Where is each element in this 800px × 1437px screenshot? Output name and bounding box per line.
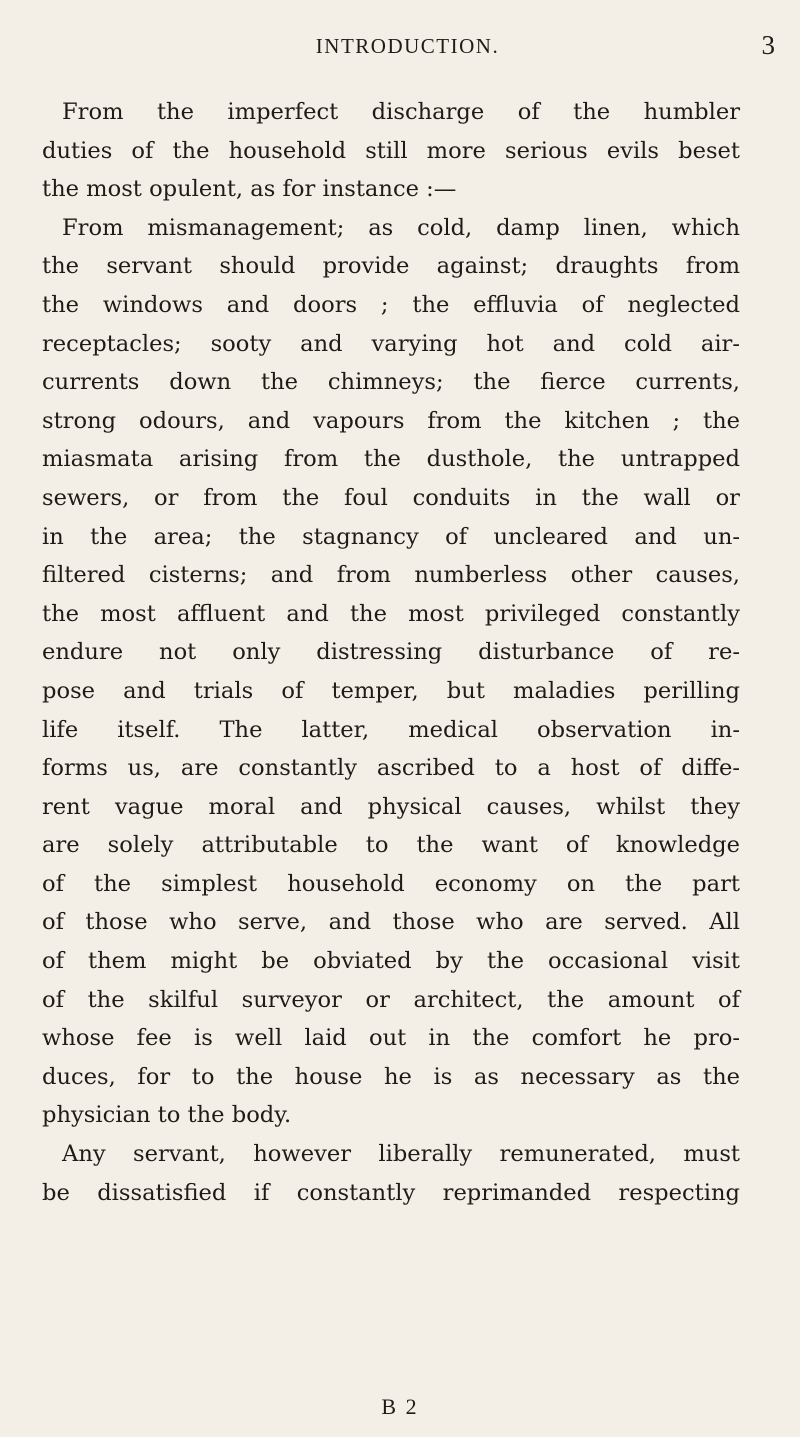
text-line: whose fee is well laid out in the comfort he pro-: [42, 1025, 740, 1052]
text-line: physician to the body.: [42, 1102, 292, 1129]
text-line: the most affluent and the most privileged constantly: [42, 600, 740, 627]
page-number: 3: [761, 30, 775, 60]
text-line: duties of the household still more serious evils beset: [42, 137, 740, 164]
text-line: miasmata arising from the dusthole, the untrapped: [42, 446, 740, 473]
text-line: of those who serve, and those who are served. All: [42, 909, 740, 936]
text-line: forms us, are constantly ascribed to a host of diffe-: [42, 755, 740, 782]
text-line: in the area; the stagnancy of uncleared and un-: [42, 523, 740, 550]
text-line: of them might be obviated by the occasional visit: [42, 948, 740, 975]
running-title: INTRODUCTION.: [315, 34, 500, 58]
text-line: duces, for to the house he is as necessary as the: [42, 1063, 740, 1090]
text-line: of the simplest household economy on the part: [42, 870, 740, 897]
text-line: currents down the chimneys; the fierce currents,: [42, 369, 740, 396]
text-line: From the imperfect discharge of the humbler: [62, 99, 740, 125]
text-line: life itself. The latter, medical observation in-: [42, 716, 740, 743]
text-line: rent vague moral and physical causes, whilst they: [42, 793, 740, 820]
text-line: the windows and doors ; the effluvia of neglected: [42, 291, 740, 318]
text-line: of the skilful surveyor or architect, the amount of: [42, 986, 740, 1013]
running-head: [40, 30, 775, 66]
text-line: receptacles; sooty and varying hot and cold air-: [42, 330, 740, 357]
signature-mark: B 2: [381, 1394, 419, 1419]
text-line: the servant should provide against; draughts from: [42, 253, 740, 280]
body-text: [42, 93, 740, 1212]
text-line: endure not only distressing disturbance of re-: [42, 639, 740, 666]
text-line: are solely attributable to the want of knowledge: [42, 832, 740, 859]
text-line: the most opulent, as for instance :—: [42, 176, 457, 203]
text-line: be dissatisfied if constantly reprimanded respecting: [42, 1179, 740, 1206]
text-line: strong odours, and vapours from the kitchen ; the: [42, 407, 740, 434]
text-line: filtered cisterns; and from numberless other causes,: [42, 562, 740, 589]
text-line: From mismanagement; as cold, damp linen, which: [62, 214, 740, 241]
text-line: sewers, or from the foul conduits in the wall or: [42, 484, 740, 511]
text-line: Any servant, however liberally remunerated, must: [62, 1141, 740, 1168]
text-line: pose and trials of temper, but maladies perilling: [42, 677, 740, 704]
